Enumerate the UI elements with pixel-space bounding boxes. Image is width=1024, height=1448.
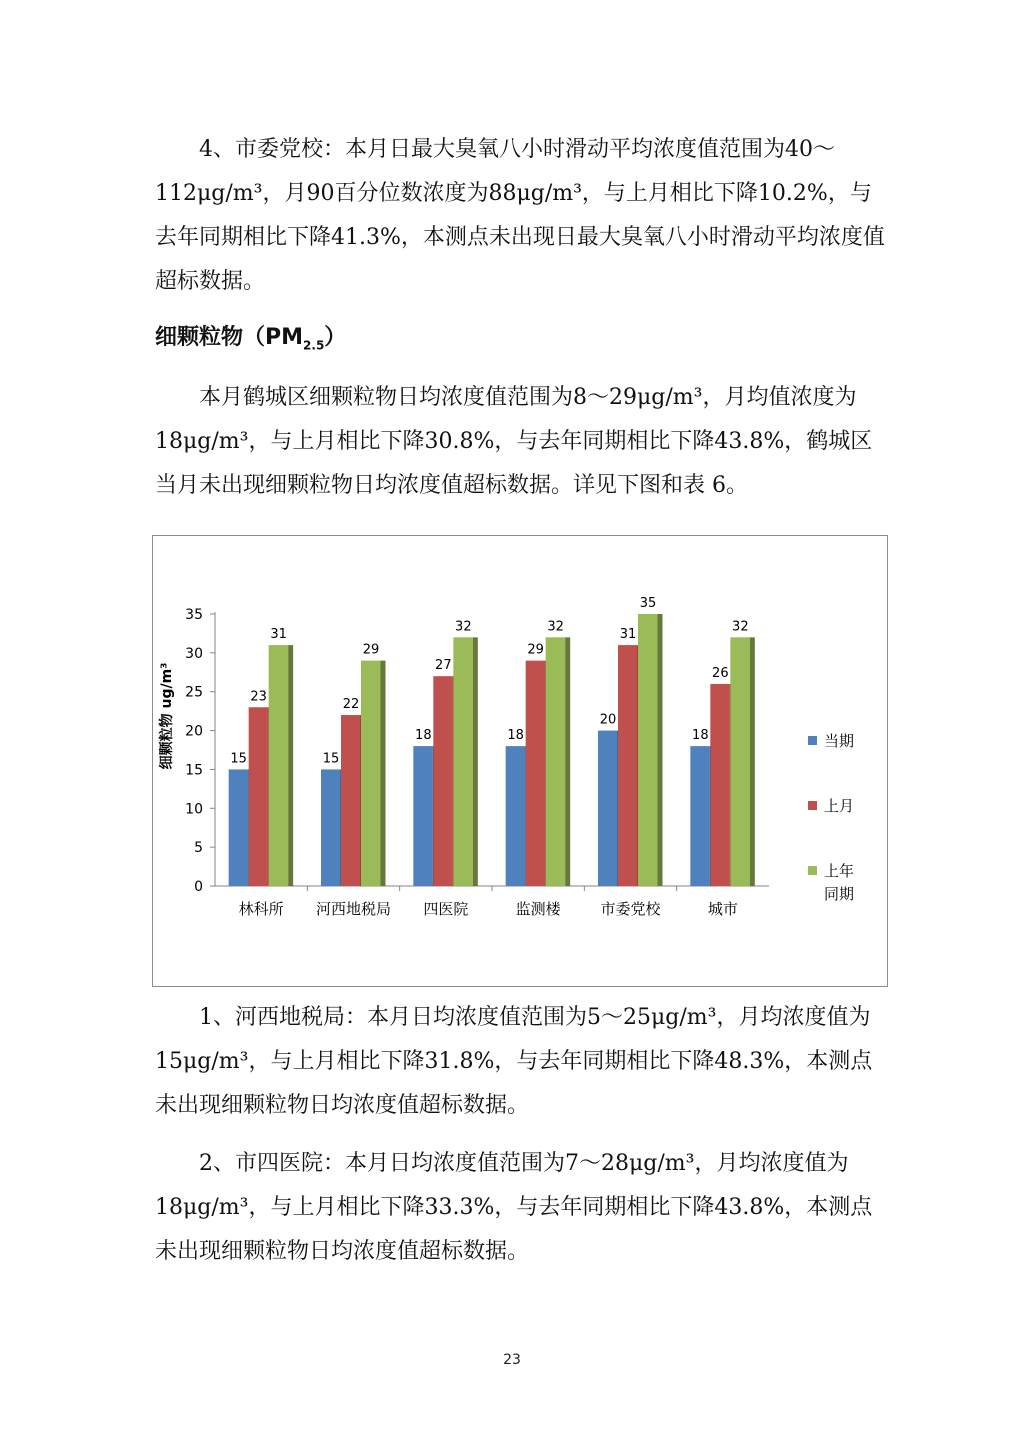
bar-当期 <box>413 746 433 886</box>
legend-label: 同期 <box>824 885 855 903</box>
page-number: 23 <box>503 1352 521 1368</box>
paragraph-ozone-party-school: 4、市委党校：本月日最大臭氧八小时滑动平均浓度值范围为40～112μg/m³，月90百分位数浓度为88μg/m³，与上月相比下降10.2%，与去年同期相比下降41.3%，本测点未出现日最大臭氧八小时滑动平均浓度值超标数据。 <box>155 137 885 294</box>
y-tick-label: 15 <box>185 762 203 779</box>
y-tick-label: 30 <box>185 645 203 662</box>
y-tick-label: 20 <box>185 723 203 740</box>
data-label: 32 <box>455 619 472 635</box>
y-axis-label: 细颗粒物 ug/m³ <box>159 662 175 770</box>
bar-side-上年同期 <box>750 637 755 886</box>
legend-label: 当期 <box>824 732 855 750</box>
bar-当期 <box>229 769 249 886</box>
data-label: 29 <box>527 642 544 658</box>
section-heading-pm25 <box>155 320 346 352</box>
data-label: 27 <box>435 658 452 674</box>
paragraph-hexi-tax-bureau: 1、河西地税局：本月日均浓度值范围为5～25μg/m³，月均浓度值为15μg/m³，与上月相比下降31.8%，与去年同期相比下降48.3%，本测点未出现细颗粒物日均浓度值超标数据。 <box>155 1005 873 1118</box>
data-label: 15 <box>230 751 247 767</box>
data-label: 15 <box>322 751 340 767</box>
x-tick-label: 市委党校 <box>600 900 661 918</box>
data-label: 31 <box>270 627 287 643</box>
bar-side-上年同期 <box>381 661 386 886</box>
data-label: 22 <box>342 697 360 713</box>
y-tick-label: 10 <box>185 801 203 818</box>
data-label: 26 <box>712 665 729 681</box>
bar-上年同期 <box>361 661 381 886</box>
x-tick-label: 四医院 <box>423 900 469 918</box>
data-label: 18 <box>415 728 432 744</box>
bar-上月 <box>526 661 546 886</box>
bar-上月 <box>249 707 269 886</box>
bar-上年同期 <box>638 614 658 886</box>
bar-上年同期 <box>269 645 289 886</box>
bar-上年同期 <box>453 637 473 886</box>
heading-subscript: 2.5 <box>303 338 325 353</box>
data-label: 20 <box>599 712 617 728</box>
pm25-bar-chart <box>152 535 888 987</box>
bar-当期 <box>321 769 341 886</box>
y-tick-label: 0 <box>194 879 203 895</box>
x-tick-label: 河西地税局 <box>315 900 392 918</box>
x-tick-label: 监测楼 <box>515 900 561 918</box>
bar-上月 <box>618 645 638 886</box>
paragraph-fourth-hospital: 2、市四医院：本月日均浓度值范围为7～28μg/m³，月均浓度值为18μg/m³，与上月相比下降33.3%，与去年同期相比下降43.8%，本测点未出现细颗粒物日均浓度值超标数据。 <box>155 1151 873 1264</box>
bar-side-上年同期 <box>565 637 570 886</box>
data-label: 32 <box>732 619 749 635</box>
legend-swatch-上年同期 <box>808 866 817 875</box>
bar-上月 <box>341 715 361 886</box>
legend-label: 上月 <box>824 797 855 815</box>
data-label: 35 <box>639 596 657 611</box>
bar-上月 <box>710 684 730 886</box>
data-label: 32 <box>547 619 564 635</box>
bar-上月 <box>433 676 453 886</box>
bar-上年同期 <box>730 637 750 886</box>
data-label: 18 <box>507 728 524 744</box>
bar-side-上年同期 <box>288 645 293 886</box>
heading-text: 细颗粒物（PM <box>155 325 304 350</box>
data-label: 23 <box>250 689 267 705</box>
x-tick-label: 城市 <box>707 900 738 918</box>
bar-side-上年同期 <box>658 614 663 886</box>
legend-swatch-上月 <box>808 801 817 810</box>
data-label: 18 <box>692 728 709 744</box>
legend-label: 上年 <box>824 862 855 880</box>
chart-canvas <box>153 536 889 988</box>
bar-当期 <box>506 746 525 886</box>
paragraph-pm25-summary: 本月鹤城区细颗粒物日均浓度值范围为8～29μg/m³，月均值浓度为18μg/m³，与上月相比下降30.8%，与去年同期相比下降43.8%，鹤城区当月未出现细颗粒物日均浓度值超标数据。详见下图和表 6。 <box>155 385 873 498</box>
data-label: 31 <box>619 627 637 643</box>
y-tick-label: 35 <box>185 607 203 623</box>
bar-当期 <box>690 746 710 886</box>
bar-side-上年同期 <box>473 637 478 886</box>
y-tick-label: 25 <box>185 684 203 701</box>
y-tick-label: 5 <box>194 840 203 857</box>
heading-close: ） <box>324 325 347 350</box>
legend-swatch-当期 <box>808 736 817 745</box>
bar-上年同期 <box>546 637 566 886</box>
data-label: 29 <box>362 642 380 658</box>
x-tick-label: 林科所 <box>238 900 284 918</box>
bar-当期 <box>598 731 618 886</box>
